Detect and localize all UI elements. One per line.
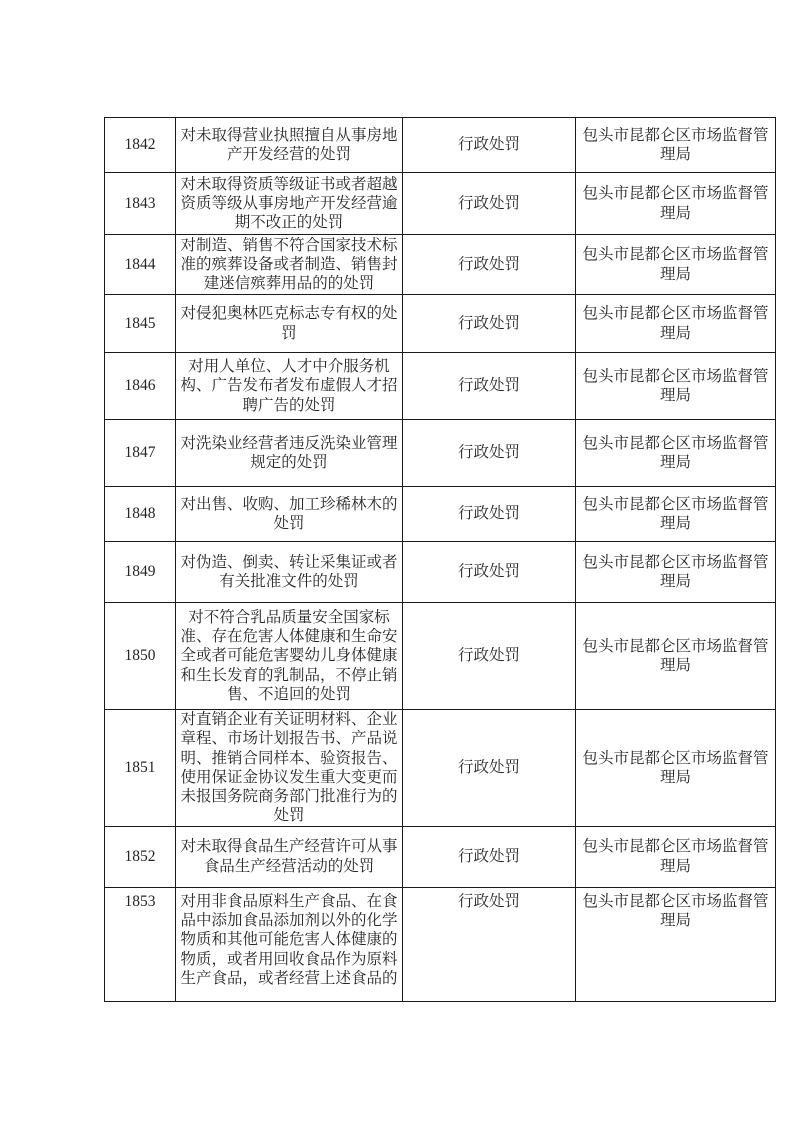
penalty-description: 对出售、收购、加工珍稀林木的处罚 [176,487,403,542]
penalty-type: 行政处罚 [403,353,576,420]
row-number: 1844 [105,235,176,295]
penalty-description: 对伪造、倒卖、转让采集证或者有关批准文件的处罚 [176,542,403,603]
table-row [105,826,776,887]
row-number: 1847 [105,420,176,487]
table-row [105,542,776,603]
authority-name: 包头市昆都仑区市场监督管理局 [576,487,776,542]
table-row [105,235,776,295]
penalty-description: 对制造、销售不符合国家技术标准的殡葬设备或者制造、销售封建迷信殡葬用品的的处罚 [176,235,403,295]
row-number: 1842 [105,118,176,173]
penalty-type: 行政处罚 [403,295,576,353]
row-number: 1851 [105,710,176,827]
row-number: 1850 [105,603,176,710]
row-number: 1849 [105,542,176,603]
row-number: 1843 [105,173,176,235]
penalty-description: 对未取得食品生产经营许可从事食品生产经营活动的处罚 [176,826,403,887]
penalty-type: 行政处罚 [403,173,576,235]
table-row [105,603,776,710]
authority-name: 包头市昆都仑区市场监督管理局 [576,710,776,827]
penalty-description: 对未取得资质等级证书或者超越资质等级从事房地产开发经营逾期不改正的处罚 [176,173,403,235]
row-number: 1848 [105,487,176,542]
penalty-type: 行政处罚 [403,603,576,710]
table-row [105,295,776,353]
penalty-type: 行政处罚 [403,487,576,542]
authority-name: 包头市昆都仑区市场监督管理局 [576,603,776,710]
authority-name: 包头市昆都仑区市场监督管理局 [576,295,776,353]
penalty-type: 行政处罚 [403,420,576,487]
row-number: 1846 [105,353,176,420]
penalty-type: 行政处罚 [403,710,576,827]
penalty-description: 对不符合乳品质量安全国家标准、存在危害人体健康和生命安全或者可能危害婴幼儿身体健康和生长发育的乳制品，不停止销售、不追回的处罚 [176,603,403,710]
table-row [105,353,776,420]
authority-name: 包头市昆都仑区市场监督管理局 [576,887,776,1001]
table-row [105,487,776,542]
authority-name: 包头市昆都仑区市场监督管理局 [576,826,776,887]
penalty-description: 对用非食品原料生产食品、在食品中添加食品添加剂以外的化学物质和其他可能危害人体健康的物质，或者用回收食品作为原料生产食品，或者经营上述食品的 [176,887,403,1001]
penalty-type: 行政处罚 [403,826,576,887]
penalty-type: 行政处罚 [403,235,576,295]
penalty-type: 行政处罚 [403,542,576,603]
authority-name: 包头市昆都仑区市场监督管理局 [576,353,776,420]
row-number: 1853 [105,887,176,1001]
penalty-description: 对侵犯奥林匹克标志专有权的处罚 [176,295,403,353]
row-number: 1852 [105,826,176,887]
penalty-description: 对洗染业经营者违反洗染业管理规定的处罚 [176,420,403,487]
penalty-type: 行政处罚 [403,887,576,1001]
penalty-description: 对未取得营业执照擅自从事房地产开发经营的处罚 [176,118,403,173]
authority-name: 包头市昆都仑区市场监督管理局 [576,235,776,295]
table-row [105,420,776,487]
penalty-table [104,117,776,1002]
authority-name: 包头市昆都仑区市场监督管理局 [576,542,776,603]
authority-name: 包头市昆都仑区市场监督管理局 [576,173,776,235]
authority-name: 包头市昆都仑区市场监督管理局 [576,420,776,487]
row-number: 1845 [105,295,176,353]
table-row [105,118,776,173]
table-row [105,710,776,827]
authority-name: 包头市昆都仑区市场监督管理局 [576,118,776,173]
penalty-description: 对直销企业有关证明材料、企业章程、市场计划报告书、产品说明、推销合同样本、验资报告、使用保证金协议发生重大变更而未报国务院商务部门批准行为的处罚 [176,710,403,827]
table-row [105,173,776,235]
penalty-description: 对用人单位、人才中介服务机构、广告发布者发布虚假人才招聘广告的处罚 [176,353,403,420]
penalty-type: 行政处罚 [403,118,576,173]
table-row-pagebreak [105,887,776,1001]
